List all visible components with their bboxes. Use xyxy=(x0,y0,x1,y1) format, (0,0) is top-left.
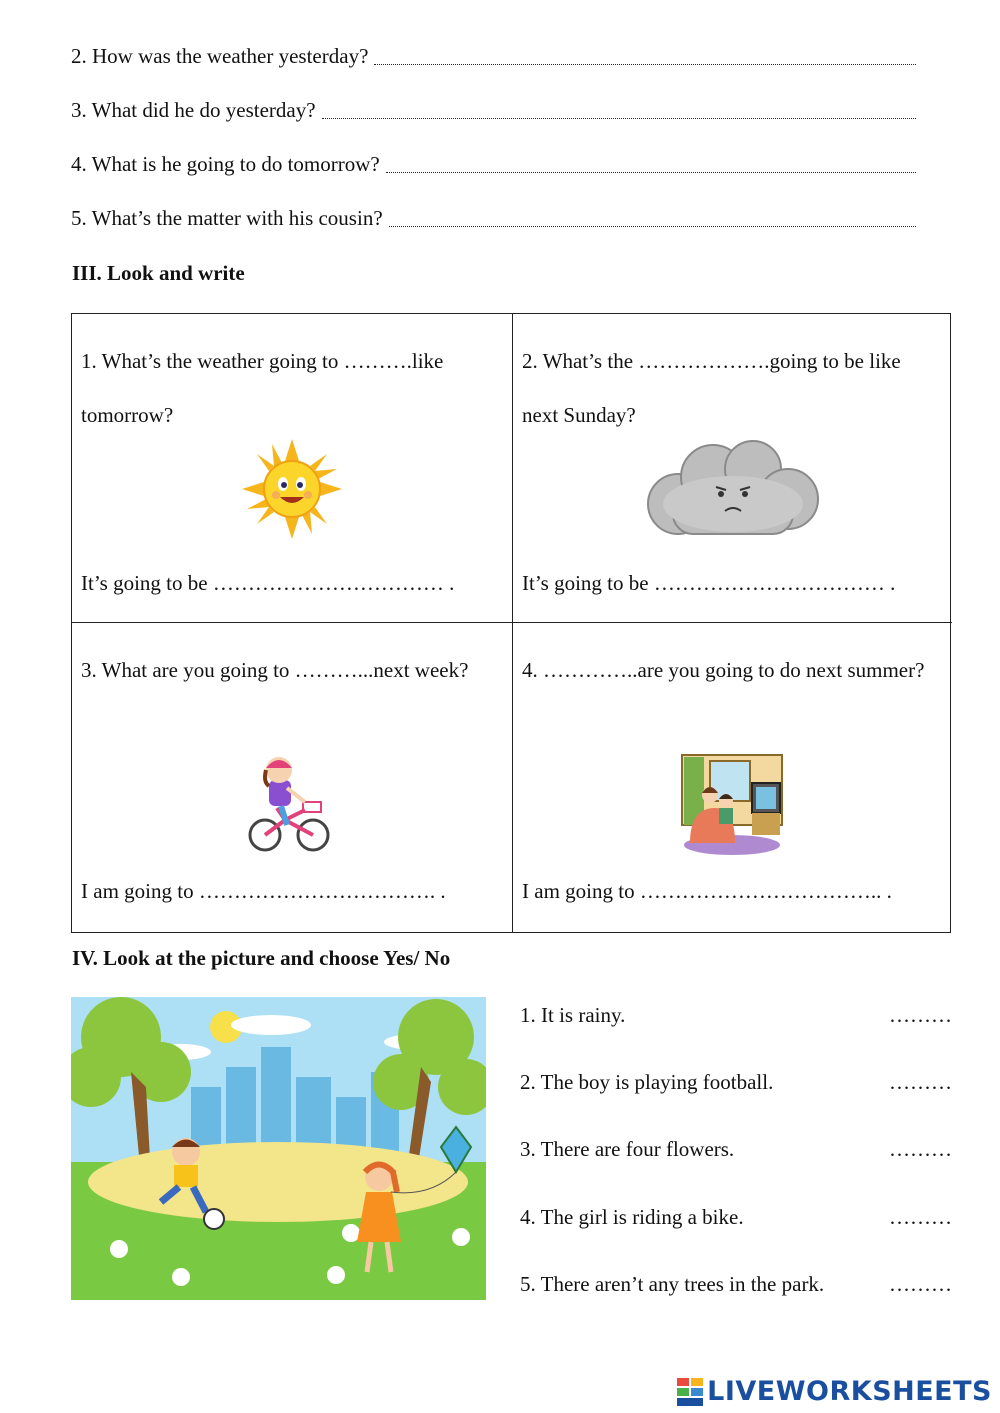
question-line xyxy=(71,206,916,231)
statement-row xyxy=(520,1003,952,1028)
liveworksheets-logo xyxy=(677,1376,992,1407)
answer-blank[interactable] xyxy=(322,106,916,119)
statement-row xyxy=(520,1272,952,1297)
logo-text: LIVEWORKSHEETS xyxy=(707,1376,992,1407)
answer-line[interactable]: It’s going to be …………………………… . xyxy=(81,571,455,595)
cloud-icon xyxy=(643,439,823,544)
question-text: 5. What’s the matter with his cousin? xyxy=(71,206,383,230)
question-line xyxy=(71,98,916,123)
answer-blank[interactable] xyxy=(389,214,916,227)
statement-text: 5. There aren’t any trees in the park. xyxy=(520,1272,825,1296)
statement-text: 3. There are four flowers. xyxy=(520,1137,735,1161)
cell-question: 1. What’s the weather going to ……….like tomorrow? xyxy=(81,349,444,427)
table-cell xyxy=(72,622,512,932)
liveworksheets-logo-icon xyxy=(677,1378,703,1406)
statement-row xyxy=(520,1205,952,1230)
question-line xyxy=(71,44,916,69)
answer-blank[interactable]: ……… xyxy=(889,1272,952,1296)
statement-text: 4. The girl is riding a bike. xyxy=(520,1205,744,1229)
answer-line[interactable]: I am going to ……………………………. . xyxy=(81,879,446,903)
family-watching-tv-icon xyxy=(680,753,785,858)
statement-row xyxy=(520,1137,952,1162)
question-line xyxy=(71,152,916,177)
table-cell xyxy=(512,314,952,624)
answer-blank[interactable]: ……… xyxy=(889,1003,952,1027)
cell-question: 2. What’s the ……………….going to be like next Sunday? xyxy=(522,349,901,427)
answer-line[interactable]: It’s going to be …………………………… . xyxy=(522,571,896,595)
answer-blank[interactable]: ……… xyxy=(889,1070,952,1094)
cell-question: 4. …………..are you going to do next summer? xyxy=(522,658,925,682)
answer-line[interactable]: I am going to …………………………….. . xyxy=(522,879,892,903)
answer-blank[interactable] xyxy=(386,160,916,173)
answer-blank[interactable]: ……… xyxy=(889,1137,952,1161)
statement-text: 1. It is rainy. xyxy=(520,1003,626,1027)
section-heading: IV. Look at the picture and choose Yes/ No xyxy=(72,946,451,970)
park-scene-image xyxy=(71,997,486,1300)
answer-blank[interactable] xyxy=(374,52,916,65)
question-text: 4. What is he going to do tomorrow? xyxy=(71,152,380,176)
sun-icon xyxy=(242,439,342,539)
section-heading: III. Look and write xyxy=(72,261,245,285)
cell-question: 3. What are you going to ………...next week? xyxy=(81,658,469,682)
question-text: 2. How was the weather yesterday? xyxy=(71,44,369,68)
answer-blank[interactable]: ……… xyxy=(889,1205,952,1229)
look-and-write-table xyxy=(71,313,951,933)
table-cell xyxy=(512,622,952,932)
girl-riding-bike-icon xyxy=(247,750,332,855)
question-text: 3. What did he do yesterday? xyxy=(71,98,316,122)
statement-text: 2. The boy is playing football. xyxy=(520,1070,774,1094)
table-cell xyxy=(72,314,512,624)
statement-row xyxy=(520,1070,952,1095)
